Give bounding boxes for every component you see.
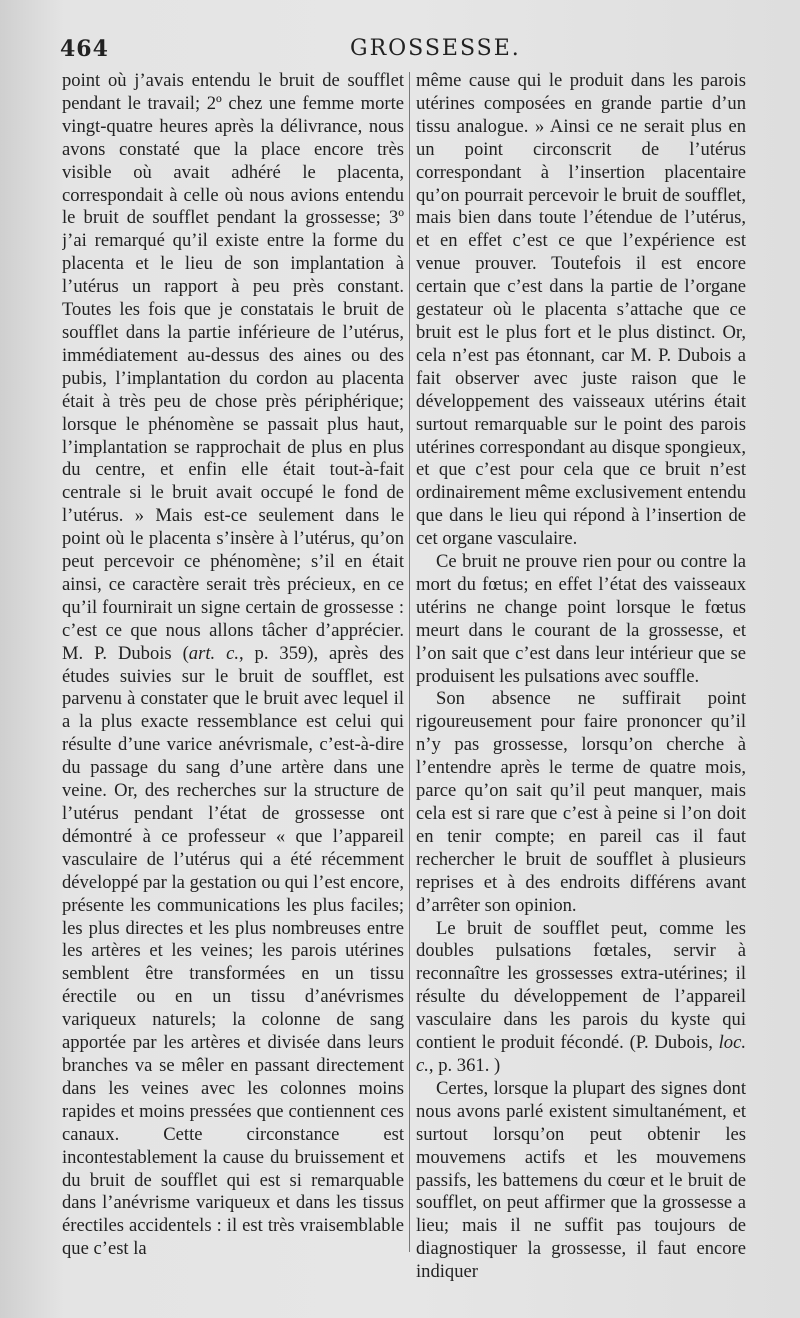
column-divider — [409, 72, 410, 1252]
citation: loc. c. — [416, 1032, 746, 1076]
paragraph-text: point où j’avais entendu le bruit de soufflet pendant le travail; 2º chez une femme morte vingt-quatre heures après la délivrance, nous avons constaté que la place encore très visible où avait adhéré le placenta, correspondait à celle où nous avions entendu le bruit de soufflet pendant la grossesse; 3º j’ai remarqué qu’il existe entre la forme du placenta et le lieu de son implantation à l’utérus un rapport à peu près constant. Toutes les fois que je constatais le bruit de soufflet dans la partie inférieure de l’utérus, immédiatement au-dessus des aines ou des pubis, l’implantation du cordon au placenta était à très peu de chose près périphérique; lorsque le phénomène se passait plus haut, l’implantation se rapprochait de plus en plus du centre, et enfin elle était tout-à-fait centrale si le bruit avait occupé le fond de l’utérus. » Mais est-ce seulement dans le point où le placenta s’insère à l’utérus, qu’on peut percevoir ce phénomène; s’il en était ainsi, ce caractère serait très précieux, en ce qu’il fournirait un signe certain de grossesse : c’est ce que nous allons tâcher d’apprécier. M. P. Dubois ( — [62, 70, 404, 664]
page-number: 464 — [60, 36, 109, 62]
paragraph — [416, 918, 746, 1078]
paragraph: Certes, lorsque la plupart des signes dont nous avons parlé existent simultanément, et surtout lorsqu’on peut obtenir les mouvemens actifs et les mouvemens passifs, les battemens du cœur et le bruit de soufflet, on peut affirmer que la grossesse a lieu; mais il ne suffit pas toujours de diagnostiquer la grossesse, il faut encore indiquer — [416, 1077, 746, 1283]
paragraph-text: , p. 359), après des études suivies sur le bruit de soufflet, est parvenu à constater que le bruit avec lequel il a la plus exacte ressemblance est celui qui résulte d’une varice anévrismale, c’est-à-dire du passage du sang d’une artère dans une veine. Or, des recherches sur la structure de l’utérus pendant l’état de grossesse ont démontré à ce professeur « que l’appareil vasculaire de l’utérus qui a été récemment développé par la gestation ou qui l’est encore, présente les communications les plus faciles; les plus directes et les plus nombreuses entre les artères et les veines; les parois utérines semblent être transformées en un tissu érectile ou en un tissu d’anévrismes variqueux naturels; la colonne de sang apportée par les artères et divisée dans leurs branches va se mêler en passant directement dans les veines avec les colonnes moins rapides et moins pressées que contiennent ces canaux. Cette circonstance est incontestablement la cause du bruissement et du bruit de soufflet qui est si remarquable dans l’anévrisme variqueux et dans les tissus érectiles accidentels : il est très vraisemblable que c’est la — [62, 642, 404, 1260]
citation: art. c. — [188, 642, 239, 664]
paragraph: Son absence ne suffirait point rigoureusement pour faire prononcer qu’il n’y pas grossesse, lorsqu’on cherche à l’entendre après le terme de quatre mois, parce qu’on sait qu’il peut manquer, mais cela est si rare que c’est à peine si l’on doit en tenir compte; en pareil cas il faut rechercher le bruit de soufflet à plusieurs reprises et à des endroits différens avant d’arrêter son opinion. — [416, 688, 746, 916]
paragraph — [62, 70, 404, 1261]
paragraph-text: , p. 361. ) — [428, 1054, 501, 1076]
page-header — [60, 36, 770, 70]
right-column — [416, 70, 746, 1295]
paragraph-text: Le bruit de soufflet peut, comme les doubles pulsations fœtales, servir à reconnaître les grossesses extra-utérines; il résulte du développement de l’appareil vasculaire dans les parois du kyste qui contient le produit fécondé. (P. Dubois, — [416, 917, 746, 1054]
left-column — [62, 70, 404, 1295]
paragraph: Ce bruit ne prouve rien pour ou contre la mort du fœtus; en effet l’état des vaisseaux utérins ne change point lorsque le fœtus meurt dans le courant de la grossesse, et l’on sait que c’est dans leur intérieur que se produisent les pulsations avec souffle. — [416, 551, 746, 687]
paragraph: même cause qui le produit dans les parois utérines composées en grande partie d’un tissu analogue. » Ainsi ce ne serait plus en un point circonscrit de l’utérus correspondant à l’insertion placentaire qu’on pourrait percevoir le bruit de soufflet, mais bien dans toute l’étendue de l’utérus, et en effet c’est ce que l’expérience est venue prouver. Toutefois il est encore certain que c’est dans la partie de l’organe gestateur où le placenta s’attache que ce bruit est le plus fort et le plus distinct. Or, cela n’est pas étonnant, car M. P. Dubois a fait observer avec juste raison que le développement des vaisseaux utérins était surtout remarquable sur le point des parois utérines correspondant au disque spongieux, et que c’est pour cela que ce bruit n’est ordinairement même exclusivement entendu que dans le lieu qui répond à l’insertion de cet organe vasculaire. — [416, 70, 746, 550]
running-title: GROSSESSE. — [350, 36, 521, 61]
